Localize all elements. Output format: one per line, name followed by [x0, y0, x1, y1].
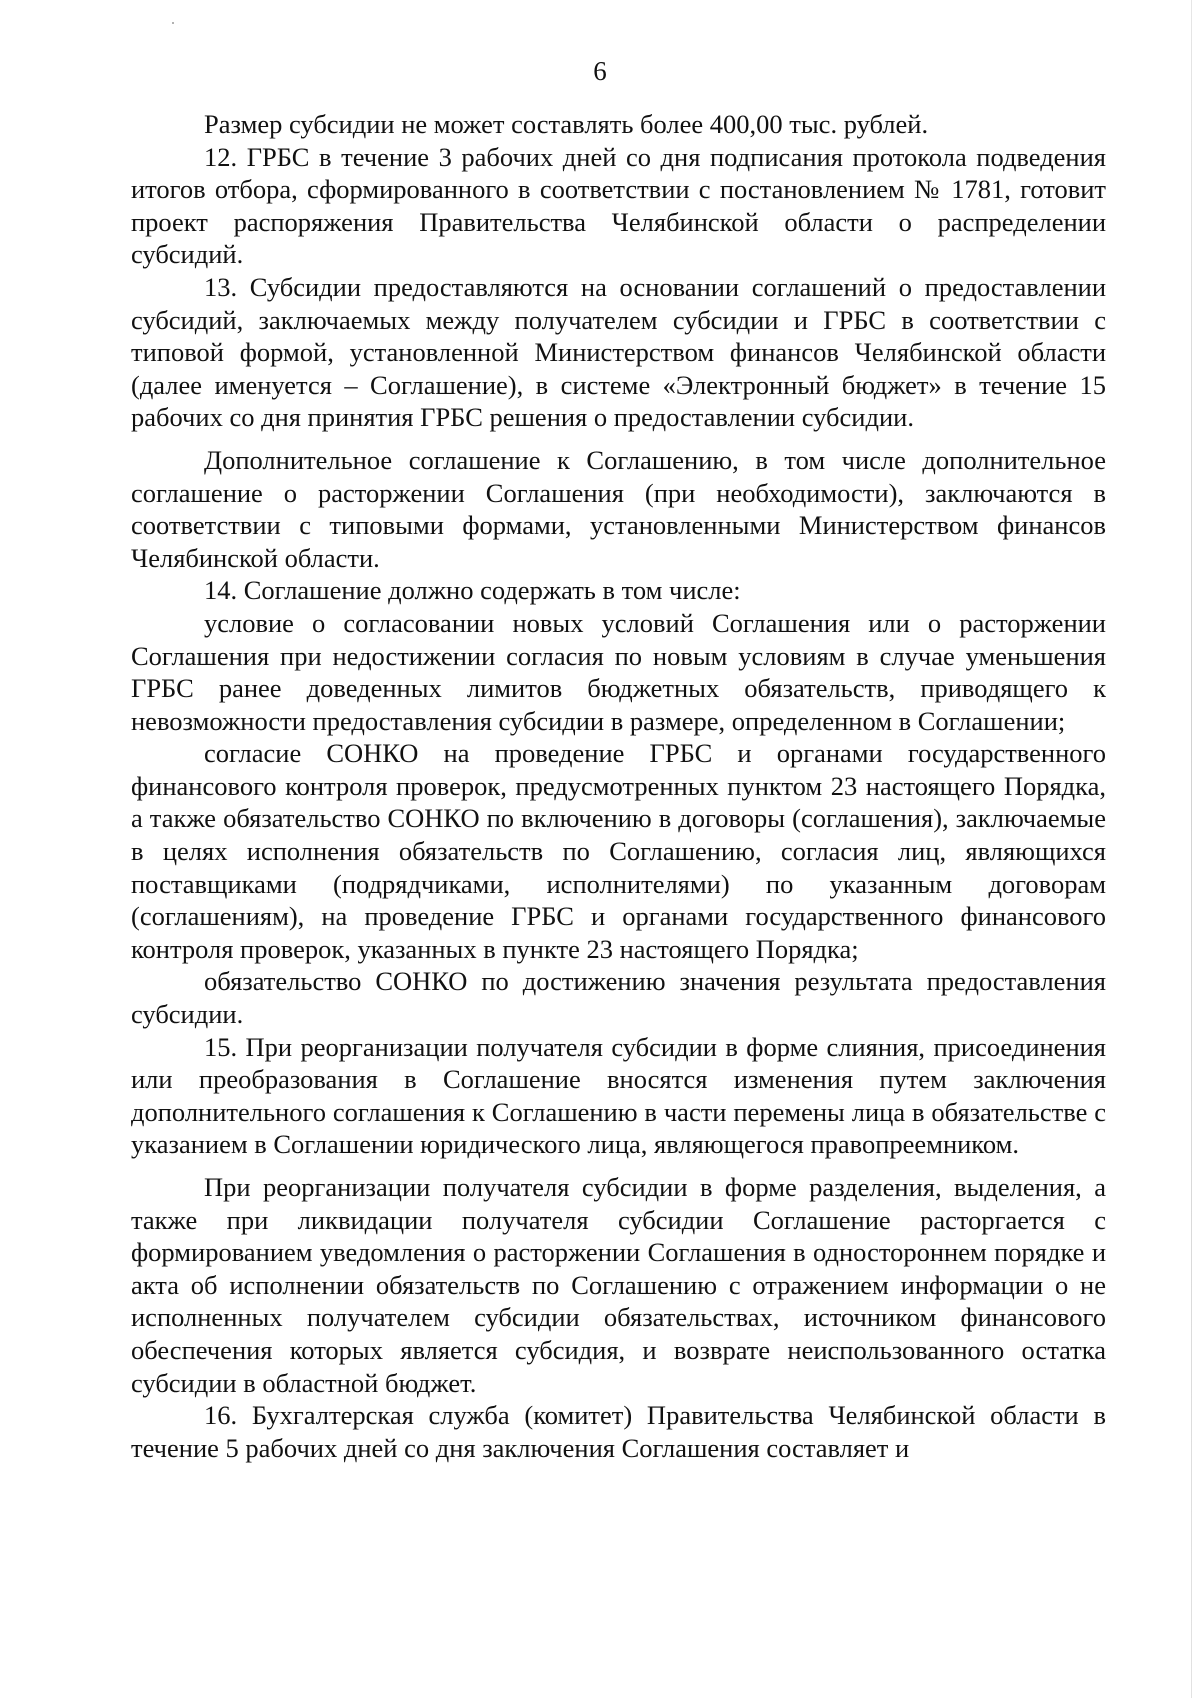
paragraph-15-liquidation: При реорганизации получателя субсидии в форме разделения, выделения, а также при ликвидации получателя субсидии Соглашение расторгается с формированием уведомления о расторжении Соглашения в одностороннем порядке и акта об исполнении обязательств по Соглашению с отражением информации о не исполненных получателем субсидии обязательствах, источником финансового обеспечения которых является субсидия, и возврате неиспользованного остатка субсидии в областной бюджет.	[131, 1172, 1106, 1398]
paragraph-additional-agreement: Дополнительное соглашение к Соглашению, в том числе дополнительное соглашение о расторжении Соглашения (при необходимости), заключаются в соответствии с типовыми формами, установленными Министерством финансов Челябинской области.	[131, 444, 1106, 573]
paragraph-14: 14. Соглашение должно содержать в том числе:	[204, 575, 741, 606]
page-number: 6	[593, 56, 607, 86]
paragraph-14-obligation: обязательство СОНКО по достижению значения результата предоставления субсидии.	[131, 966, 1106, 1030]
paragraph-16: 16. Бухгалтерская служба (комитет) Правительства Челябинской области в течение 5 рабочих дней со дня заключения Соглашения составляет и	[131, 1400, 1106, 1463]
paragraph-12: 12. ГРБС в течение 3 рабочих дней со дня подписания протокола подведения итогов отбора, сформированного в соответствии с постановлением № 1781, готовит проект распоряжения Правительства Челябинской области о распределении субсидий.	[131, 141, 1106, 270]
paragraph-15: 15. При реорганизации получателя субсидии в форме слияния, присоединения или преобразования в Соглашение вносятся изменения путем заключения дополнительного соглашения к Соглашению в части перемены лица в обязательстве с указанием в Соглашении юридического лица, являющегося правопреемником.	[131, 1031, 1106, 1160]
paragraph-13: 13. Субсидии предоставляются на основании соглашений о предоставлении субсидий, заключаемых между получателем субсидии и ГРБС в соответствии с типовой формой, установленной Министерством финансов Челябинской области (далее именуется – Соглашение), в системе «Электронный бюджет» в течение 15 рабочих со дня принятия ГРБС решения о предоставлении субсидии.	[131, 271, 1106, 433]
scan-artifact	[172, 22, 174, 24]
paragraph-subsidy-limit: Размер субсидии не может составлять более 400,00 тыс. рублей.	[204, 109, 929, 139]
scan-edge	[1191, 0, 1192, 1698]
document-body	[131, 108, 1106, 1464]
paragraph-14-consent: согласие СОНКО на проведение ГРБС и органами государственного финансового контроля проверок, предусмотренных пунктом 23 настоящего Порядка, а также обязательство СОНКО по включению в договоры (соглашения), заключаемые в целях исполнения обязательств по Соглашению, согласия лиц, являющихся поставщиками (подрядчиками, исполнителями) по указанным договорам (соглашениям), на проведение ГРБС и органами государственного финансового контроля проверок, указанных в пункте 23 настоящего Порядка;	[131, 738, 1106, 964]
paragraph-14-condition: условие о согласовании новых условий Соглашения или о расторжении Соглашения при недостижении согласия по новым условиям в случае уменьшения ГРБС ранее доведенных лимитов бюджетных обязательств, приводящего к невозможности предоставления субсидии в размере, определенном в Соглашении;	[131, 607, 1106, 736]
